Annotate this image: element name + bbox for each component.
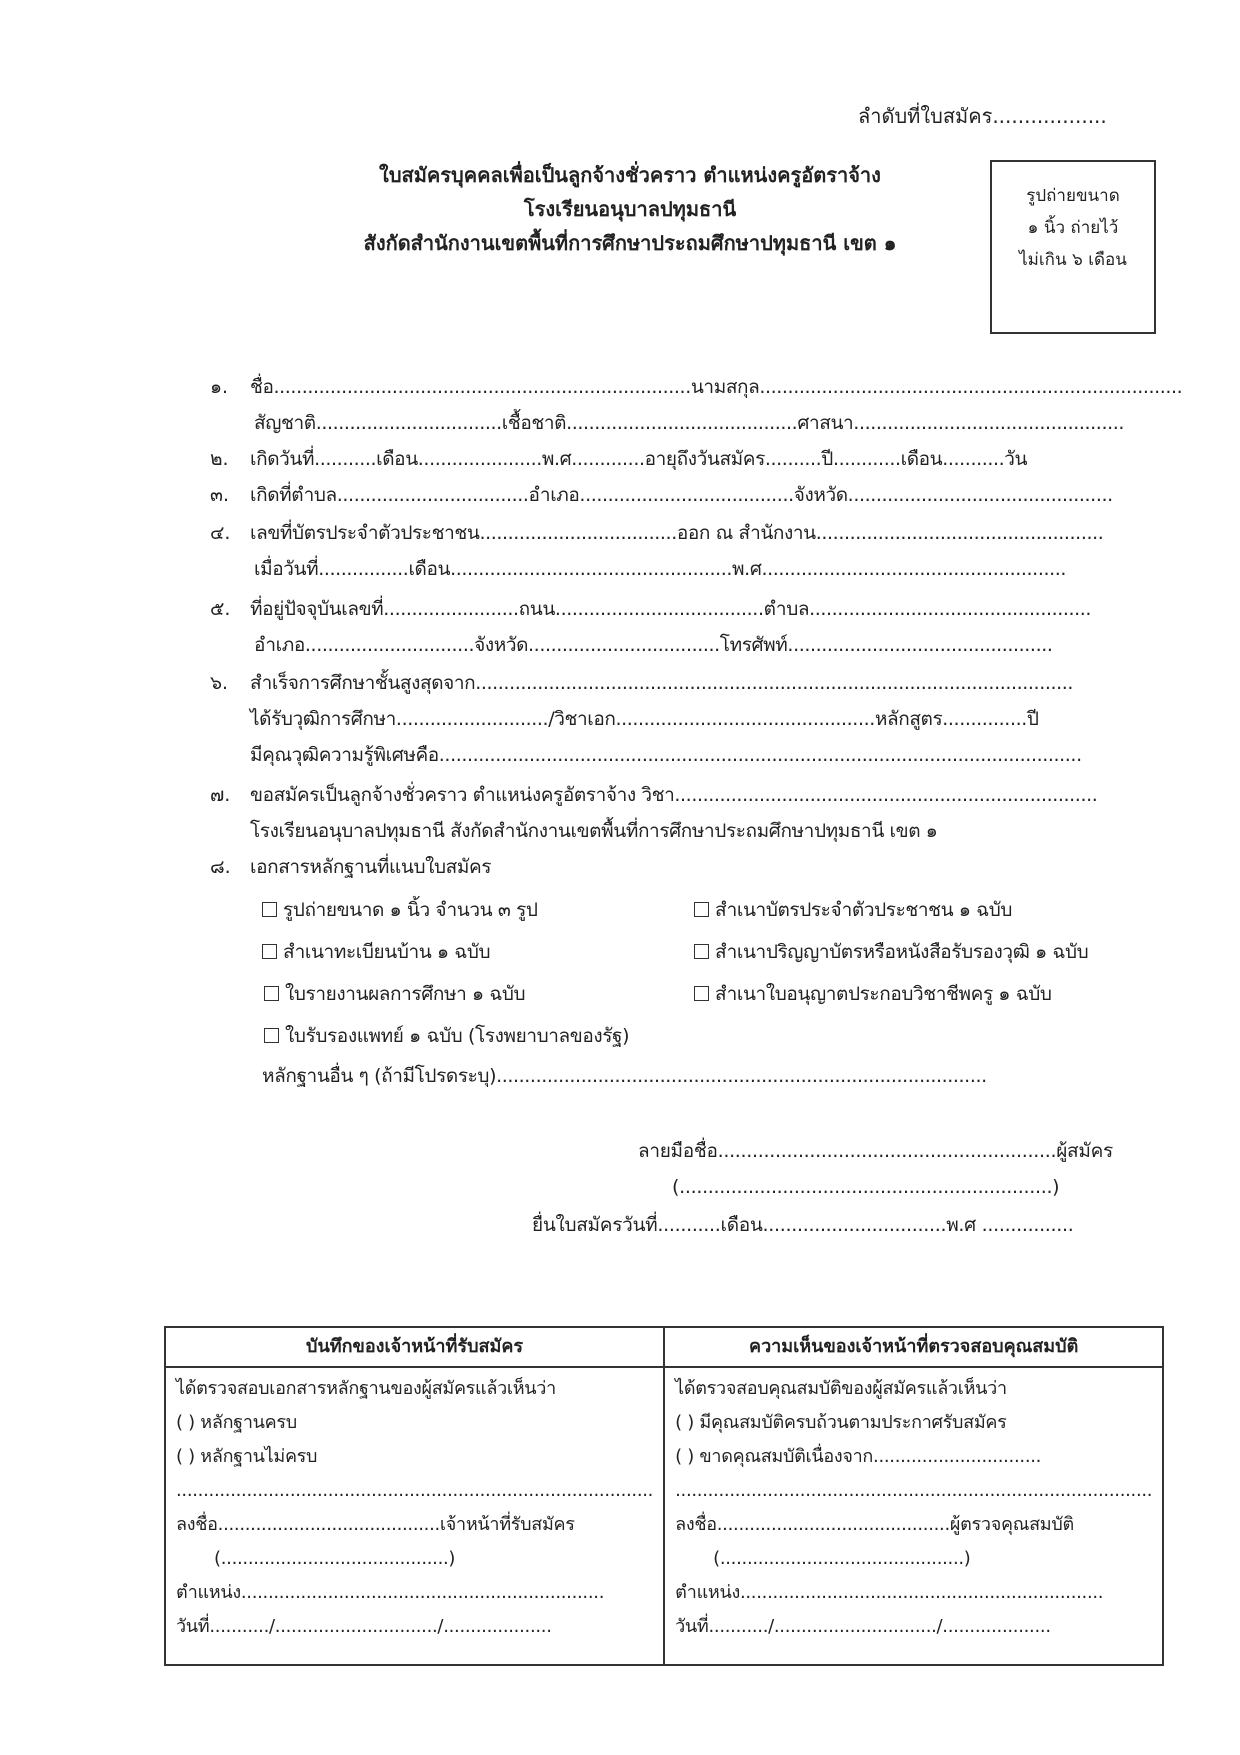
office-use-table: [164, 1326, 1164, 1666]
section-8-number: ๘.: [210, 856, 231, 878]
receiving-officer-date-field[interactable]: วันที่.........../............................../....................: [176, 1616, 552, 1637]
checklist-label: สำเนาปริญญาบัตรหรือหนังสือรับรองวุฒิ ๑ ฉบับ: [715, 941, 1089, 963]
option-documents-complete[interactable]: ( ) หลักฐานครบ: [176, 1412, 297, 1433]
application-number-field[interactable]: ลำดับที่ใบสมัคร..................: [858, 104, 1107, 128]
photo-box-line-3: ไม่เกิน ๖ เดือน: [1019, 250, 1127, 270]
qualification-officer-note-field[interactable]: ........................................................................................: [675, 1480, 1153, 1501]
qualification-officer-cell: [664, 1367, 1163, 1665]
qualification-officer-signature-field[interactable]: ลงชื่อ...........................................ผู้ตรวจคุณสมบัติ: [675, 1514, 1074, 1535]
qualification-officer-position-field[interactable]: ตำแหน่ง...................................................................: [675, 1582, 1104, 1603]
qualification-officer-header: ความเห็นของเจ้าหน้าที่ตรวจสอบคุณสมบัติ: [664, 1327, 1163, 1367]
checklist-item-transcript[interactable]: [264, 979, 525, 1009]
checkbox-icon[interactable]: [694, 986, 709, 1001]
checklist-label: สำเนาใบอนุญาตประกอบวิชาชีพครู ๑ ฉบับ: [715, 983, 1052, 1005]
receiving-officer-intro: ได้ตรวจสอบเอกสารหลักฐานของผู้สมัครแล้วเห็นว่า: [176, 1378, 556, 1399]
section-5-number: ๕.: [210, 598, 231, 620]
form-title-line-3: สังกัดสำนักงานเขตพื้นที่การศึกษาประถมศึกษาปทุมธานี เขต ๑: [363, 231, 897, 255]
checklist-label: สำเนาบัตรประจำตัวประชาชน ๑ ฉบับ: [715, 899, 1013, 921]
highest-education-field[interactable]: สำเร็จการศึกษาชั้นสูงสุดจาก..........................................................................................................: [250, 672, 1074, 694]
applied-subject-field[interactable]: ขอสมัครเป็นลูกจ้างชั่วคราว ตำแหน่งครูอัตราจ้าง วิชา...........................................................................: [250, 784, 1098, 806]
qualification-officer-intro: ได้ตรวจสอบคุณสมบัติของผู้สมัครแล้วเห็นว่า: [675, 1378, 1007, 1399]
checkbox-icon[interactable]: [694, 902, 709, 917]
name-surname-field[interactable]: ชื่อ..........................................................................นามสกุล...........................................................................: [250, 376, 1183, 398]
id-card-field[interactable]: เลขที่บัตรประจำตัวประชาชน...................................ออก ณ สำนักงาน...................................................: [250, 522, 1104, 544]
photo-box-line-1: รูปถ่ายขนาด: [1026, 186, 1120, 206]
checkbox-icon[interactable]: [694, 944, 709, 959]
special-skills-field[interactable]: มีคุณวุฒิความรู้พิเศษคือ..................................................................................................................: [250, 744, 1082, 766]
applicant-signature-field[interactable]: ลายมือชื่อ...........................................................ผู้สมัคร: [638, 1140, 1113, 1162]
receiving-officer-name-field[interactable]: (..........................................): [214, 1548, 456, 1569]
checkbox-icon[interactable]: [264, 1028, 279, 1043]
checklist-item-degree-copy[interactable]: [694, 937, 1088, 967]
checkbox-icon[interactable]: [262, 944, 277, 959]
address-district-phone-field[interactable]: อำเภอ..............................จังหวัด..................................โทรศัพท์...............................................: [254, 634, 1053, 656]
photo-box: [990, 160, 1156, 334]
checklist-item-id-card-copy[interactable]: [694, 895, 1012, 925]
receiving-officer-position-field[interactable]: ตำแหน่ง...................................................................: [176, 1582, 605, 1603]
checklist-item-medical-certificate[interactable]: [264, 1021, 629, 1051]
qualification-officer-date-field[interactable]: วันที่.........../............................../....................: [675, 1616, 1051, 1637]
receiving-officer-signature-field[interactable]: ลงชื่อ.........................................เจ้าหน้าที่รับสมัคร: [176, 1514, 575, 1535]
checkbox-icon[interactable]: [264, 986, 279, 1001]
receiving-officer-cell: [165, 1367, 664, 1665]
section-3-number: ๓.: [210, 484, 230, 506]
checklist-item-teaching-license[interactable]: [694, 979, 1052, 1009]
form-title-line-2: โรงเรียนอนุบาลปทุมธานี: [523, 197, 737, 221]
receiving-officer-header: บันทึกของเจ้าหน้าที่รับสมัคร: [165, 1327, 664, 1367]
qualification-officer-name-field[interactable]: (.............................................): [713, 1548, 971, 1569]
birthplace-field[interactable]: เกิดที่ตำบล..................................อำเภอ......................................จังหวัด...............................................: [250, 484, 1113, 506]
checklist-label: ใบรายงานผลการศึกษา ๑ ฉบับ: [285, 983, 526, 1005]
option-documents-incomplete[interactable]: ( ) หลักฐานไม่ครบ: [176, 1446, 318, 1467]
option-not-qualified[interactable]: ( ) ขาดคุณสมบัติเนื่องจาก...............................: [675, 1446, 1042, 1467]
nationality-religion-field[interactable]: สัญชาติ.................................เชื้อชาติ.........................................ศาสนา................................................: [254, 412, 1125, 434]
section-1-number: ๑.: [210, 376, 229, 398]
submission-date-field[interactable]: ยื่นใบสมัครวันที่...........เดือน................................พ.ศ ................: [532, 1214, 1074, 1236]
other-documents-field[interactable]: หลักฐานอื่น ๆ (ถ้ามีโปรดระบุ).......................................................................................: [262, 1065, 987, 1087]
birth-date-age-field[interactable]: เกิดวันที่...........เดือน......................พ.ศ.............อายุถึงวันสมัคร..........ปี............เดือน...........วัน: [250, 448, 1028, 470]
checklist-label: ใบรับรองแพทย์ ๑ ฉบับ (โรงพยาบาลของรัฐ): [285, 1025, 630, 1047]
photo-box-line-2: ๑ นิ้ว ถ่ายไว้: [1027, 218, 1119, 238]
checklist-item-photo[interactable]: [262, 895, 538, 925]
form-title: [300, 158, 960, 260]
applicant-name-field[interactable]: (.................................................................): [672, 1176, 1060, 1198]
receiving-officer-note-field[interactable]: ........................................................................................: [176, 1480, 654, 1501]
option-qualified[interactable]: ( ) มีคุณสมบัติครบถ้วนตามประกาศรับสมัคร: [675, 1412, 1007, 1433]
degree-major-field[interactable]: ได้รับวุฒิการศึกษา.........................../วิชาเอก..............................................หลักสูตร...............ปี: [250, 708, 1039, 730]
section-2-number: ๒.: [210, 448, 229, 470]
school-affiliation-text: โรงเรียนอนุบาลปทุมธานี สังกัดสำนักงานเขตพื้นที่การศึกษาประถมศึกษาปทุมธานี เขต ๑: [250, 820, 938, 842]
address-field[interactable]: ที่อยู่ปัจจุบันเลขที่........................ถนน.....................................ตำบล..................................................: [250, 598, 1092, 620]
section-6-number: ๖.: [210, 672, 229, 694]
section-4-number: ๔.: [210, 522, 231, 544]
id-card-issue-date-field[interactable]: เมื่อวันที่................เดือน..................................................พ.ศ......................................................: [254, 558, 1067, 580]
checklist-label: รูปถ่ายขนาด ๑ นิ้ว จำนวน ๓ รูป: [283, 899, 538, 921]
checklist-item-house-registration[interactable]: [262, 937, 490, 967]
checklist-label: สำเนาทะเบียนบ้าน ๑ ฉบับ: [283, 941, 491, 963]
documents-heading: เอกสารหลักฐานที่แนบใบสมัคร: [250, 856, 492, 878]
section-7-number: ๗.: [210, 784, 231, 806]
form-title-line-1: ใบสมัครบุคคลเพื่อเป็นลูกจ้างชั่วคราว ตำแหน่งครูอัตราจ้าง: [379, 163, 881, 187]
checkbox-icon[interactable]: [262, 902, 277, 917]
